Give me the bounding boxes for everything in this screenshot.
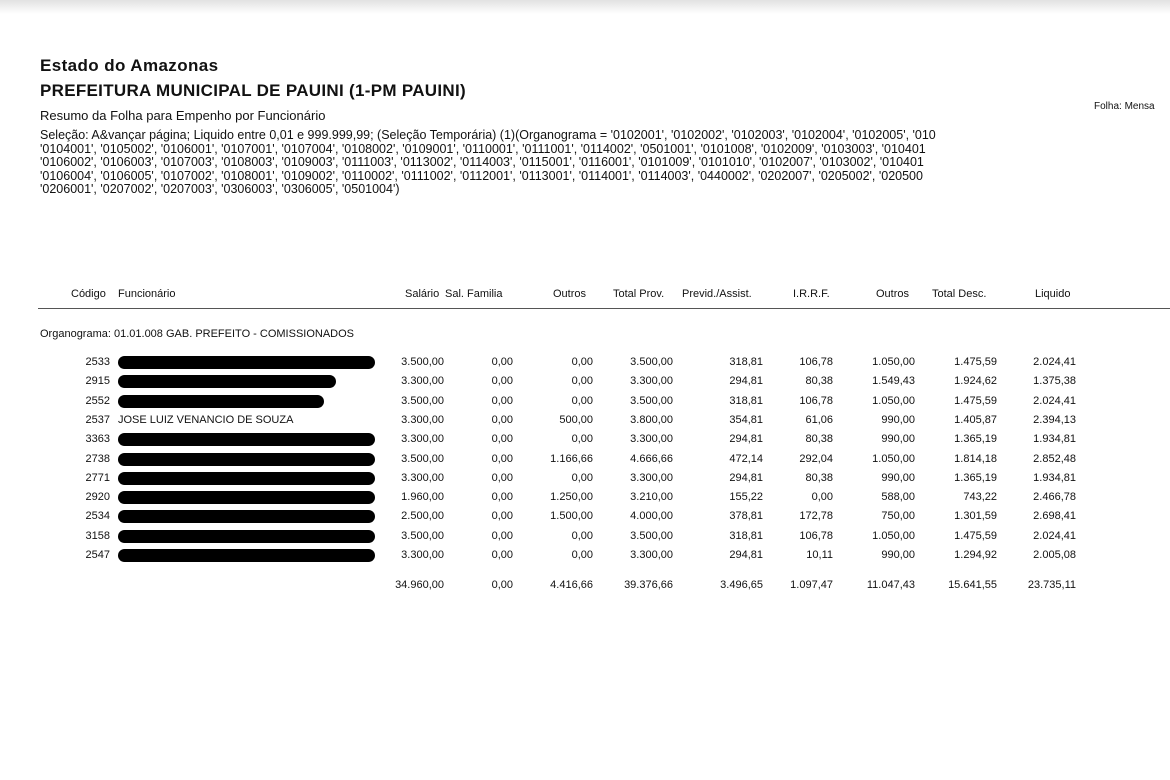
row-previd: 294,81: [729, 471, 763, 484]
col-sal-familia: Sal. Familia: [445, 288, 503, 300]
row-codigo: 2533: [85, 356, 110, 368]
redacted-name-bar: [118, 395, 324, 408]
row-total-prov: 3.800,00: [630, 413, 673, 426]
row-total-prov: 3.210,00: [630, 491, 673, 504]
total-total-desc: 15.641,55: [948, 579, 997, 591]
row-irrf: 172,78: [799, 510, 833, 523]
row-sal-familia: 0,00: [491, 529, 513, 542]
row-outros-prov: 0,00: [571, 471, 593, 484]
row-sal-familia: 0,00: [491, 394, 513, 407]
row-total-desc: 1.475,59: [954, 529, 997, 542]
row-total-prov: 3.300,00: [630, 375, 673, 388]
row-liquido: 2.466,78: [1033, 491, 1076, 504]
row-irrf: 80,38: [805, 471, 833, 484]
total-liquido: 23.735,11: [1027, 579, 1076, 591]
row-total-desc: 1.405,87: [954, 413, 997, 426]
redacted-name-bar: [118, 491, 375, 504]
row-previd: 318,81: [729, 529, 763, 542]
col-outros-prov: Outros: [553, 288, 587, 300]
row-outros-desc: 990,00: [881, 471, 915, 484]
row-salario: 1.960,00: [401, 491, 444, 504]
row-irrf: 106,78: [799, 356, 833, 368]
row-outros-desc: 990,00: [881, 433, 915, 446]
row-outros-desc: 990,00: [881, 549, 915, 561]
table-row: [0, 375, 1170, 394]
row-liquido: 2.005,08: [1033, 549, 1076, 561]
row-previd: 378,81: [729, 510, 763, 523]
row-sal-familia: 0,00: [491, 491, 513, 504]
row-irrf: 0,00: [811, 491, 833, 504]
table-row: [0, 414, 1170, 433]
row-total-desc: 1.475,59: [954, 394, 997, 407]
row-liquido: 2.024,41: [1033, 529, 1076, 542]
row-salario: 3.300,00: [401, 549, 444, 561]
row-total-prov: 3.500,00: [630, 356, 673, 368]
table-row: [0, 491, 1170, 510]
row-liquido: 1.375,38: [1033, 375, 1076, 388]
total-irrf: 1.097,47: [790, 579, 833, 591]
row-total-prov: 3.500,00: [630, 394, 673, 407]
row-outros-desc: 1.050,00: [872, 452, 915, 465]
row-salario: 3.500,00: [401, 394, 444, 407]
viewer-top-bar: [0, 0, 1170, 14]
row-total-prov: 3.300,00: [630, 471, 673, 484]
entity-title: PREFEITURA MUNICIPAL DE PAUINI (1-PM PAUINI): [40, 81, 466, 100]
row-outros-desc: 1.050,00: [872, 529, 915, 542]
row-irrf: 10,11: [806, 549, 833, 561]
row-codigo: 3363: [85, 433, 110, 446]
col-total-desc: Total Desc.: [932, 288, 987, 300]
folha-label: Folha: Mensa: [1094, 101, 1155, 112]
row-irrf: 61,06: [805, 413, 833, 426]
table-row: [0, 530, 1170, 549]
table-row: [0, 395, 1170, 414]
redacted-name-bar: [118, 356, 375, 369]
total-previd: 3.496,65: [720, 579, 763, 591]
report-title: Resumo da Folha para Empenho por Funcionário: [40, 108, 326, 123]
row-total-prov: 4.666,66: [630, 452, 673, 465]
row-salario: 3.500,00: [401, 529, 444, 542]
selection-criteria: [40, 129, 936, 197]
group-label: Organograma: 01.01.008 GAB. PREFEITO - COMISSIONADOS: [40, 328, 355, 340]
row-liquido: 2.394,13: [1033, 413, 1076, 426]
total-salario: 34.960,00: [395, 579, 444, 591]
col-outros-desc: Outros: [876, 288, 910, 300]
row-codigo: 2771: [85, 471, 110, 484]
row-liquido: 2.698,41: [1033, 510, 1076, 523]
row-liquido: 1.934,81: [1033, 471, 1076, 484]
row-total-desc: 1.814,18: [954, 452, 997, 465]
row-sal-familia: 0,00: [491, 452, 513, 465]
row-salario: 3.300,00: [401, 471, 444, 484]
row-liquido: 1.934,81: [1033, 433, 1076, 446]
header-divider: [38, 308, 1170, 309]
row-total-prov: 3.300,00: [630, 433, 673, 446]
row-outros-prov: 1.250,00: [550, 491, 593, 504]
row-sal-familia: 0,00: [491, 471, 513, 484]
row-irrf: 106,78: [799, 394, 833, 407]
row-total-desc: 1.301,59: [954, 510, 997, 523]
redacted-name-bar: [118, 530, 375, 543]
row-salario: 3.500,00: [401, 452, 444, 465]
row-liquido: 2.024,41: [1033, 356, 1076, 368]
selection-line: '0104001', '0105002', '0106001', '0107001', '0107004', '0108002', '0109001', '0110001', '0111001', '0114002', '0501001', '0101008', '0102009', '0103003', '010401: [40, 141, 926, 156]
row-outros-prov: 0,00: [571, 549, 593, 561]
col-codigo: Código: [71, 288, 106, 300]
row-previd: 294,81: [729, 433, 763, 446]
row-sal-familia: 0,00: [491, 413, 513, 426]
row-sal-familia: 0,00: [491, 375, 513, 388]
row-previd: 294,81: [729, 549, 763, 561]
col-salario: Salário: [405, 288, 440, 300]
row-irrf: 80,38: [805, 375, 833, 388]
row-total-prov: 4.000,00: [630, 510, 673, 523]
state-title: Estado do Amazonas: [40, 56, 219, 75]
row-total-desc: 1.365,19: [954, 433, 997, 446]
row-irrf: 106,78: [799, 529, 833, 542]
row-outros-prov: 0,00: [571, 356, 593, 368]
table-row: [0, 472, 1170, 491]
table-row: [0, 549, 1170, 568]
redacted-name-bar: [118, 433, 375, 446]
redacted-name-bar: [118, 472, 375, 485]
row-outros-desc: 1.050,00: [872, 394, 915, 407]
redacted-name-bar: [118, 375, 336, 388]
table-row: [0, 453, 1170, 472]
row-previd: 318,81: [729, 356, 763, 368]
col-total-prov: Total Prov.: [613, 288, 665, 300]
total-outros-prov: 4.416,66: [550, 579, 593, 591]
selection-line: '0106002', '0106003', '0107003', '0108003', '0109003', '0111003', '0113002', '0114003', '0115001', '0116001', '0101009', '0101010', '0102007', '0103002', '010401: [40, 155, 924, 170]
row-outros-prov: 0,00: [571, 433, 593, 446]
row-outros-prov: 1.166,66: [550, 452, 593, 465]
row-codigo: 2920: [85, 491, 110, 504]
row-irrf: 80,38: [805, 433, 833, 446]
row-codigo: 2534: [85, 510, 110, 523]
table-row: [0, 510, 1170, 529]
table-row: [0, 356, 1170, 375]
row-total-desc: 1.475,59: [954, 356, 997, 368]
row-total-desc: 1.365,19: [954, 471, 997, 484]
redacted-name-bar: [118, 453, 375, 466]
col-irrf: I.R.R.F.: [793, 288, 830, 300]
table-row: [0, 433, 1170, 452]
row-sal-familia: 0,00: [491, 549, 513, 561]
row-total-desc: 1.294,92: [954, 549, 997, 561]
row-previd: 318,81: [729, 394, 763, 407]
totals-row: [0, 579, 1170, 598]
col-funcionario: Funcionário: [118, 288, 176, 300]
redacted-name-bar: [118, 549, 375, 562]
row-outros-prov: 500,00: [559, 413, 593, 426]
row-sal-familia: 0,00: [491, 356, 513, 368]
row-salario: 3.300,00: [401, 433, 444, 446]
row-outros-desc: 990,00: [881, 413, 915, 426]
row-previd: 354,81: [729, 413, 763, 426]
total-sal-familia: 0,00: [491, 579, 513, 591]
row-codigo: 2738: [85, 452, 110, 465]
row-outros-desc: 750,00: [881, 510, 915, 523]
row-sal-familia: 0,00: [491, 510, 513, 523]
row-salario: 3.500,00: [401, 356, 444, 368]
row-outros-prov: 0,00: [571, 529, 593, 542]
row-outros-prov: 0,00: [571, 394, 593, 407]
row-codigo: 2552: [85, 394, 110, 407]
col-previd: Previd./Assist.: [682, 288, 752, 300]
row-salario: 2.500,00: [401, 510, 444, 523]
row-previd: 155,22: [729, 491, 763, 504]
row-outros-desc: 1.050,00: [872, 356, 915, 368]
col-liquido: Liquido: [1035, 288, 1071, 300]
row-salario: 3.300,00: [401, 375, 444, 388]
row-previd: 294,81: [729, 375, 763, 388]
row-outros-prov: 1.500,00: [550, 510, 593, 523]
redacted-name-bar: [118, 510, 375, 523]
row-codigo: 2915: [85, 375, 110, 388]
row-irrf: 292,04: [799, 452, 833, 465]
row-liquido: 2.024,41: [1033, 394, 1076, 407]
row-previd: 472,14: [729, 452, 763, 465]
row-total-desc: 1.924,62: [954, 375, 997, 388]
row-liquido: 2.852,48: [1033, 452, 1076, 465]
selection-line: '0106004', '0106005', '0107002', '0108001', '0109002', '0110002', '0111002', '0112001', '0113001', '0114001', '0114003', '0440002', '0202007', '0205002', '020500: [40, 168, 923, 183]
row-sal-familia: 0,00: [491, 433, 513, 446]
row-codigo: 3158: [85, 529, 110, 542]
row-codigo: 2547: [85, 549, 110, 561]
row-codigo: 2537: [85, 413, 110, 426]
row-total-prov: 3.500,00: [630, 529, 673, 542]
total-outros-desc: 11.047,43: [866, 579, 915, 591]
selection-line: Seleção: A&vançar página; Liquido entre 0,01 e 999.999,99; (Seleção Temporária) (1)(Organograma = '0102001', '0102002', '0102003', '0102004', '0102005', '010: [40, 128, 936, 142]
row-total-desc: 743,22: [963, 491, 997, 504]
row-funcionario: JOSE LUIZ VENANCIO DE SOUZA: [118, 413, 294, 426]
row-outros-prov: 0,00: [571, 375, 593, 388]
row-outros-desc: 1.549,43: [872, 375, 915, 388]
selection-line: '0206001', '0207002', '0207003', '0306003', '0306005', '0501004'): [40, 182, 400, 197]
row-outros-desc: 588,00: [881, 491, 915, 504]
column-header-row: [0, 288, 1170, 307]
row-total-prov: 3.300,00: [630, 549, 673, 561]
row-salario: 3.300,00: [401, 413, 444, 426]
total-total-prov: 39.376,66: [624, 579, 673, 591]
